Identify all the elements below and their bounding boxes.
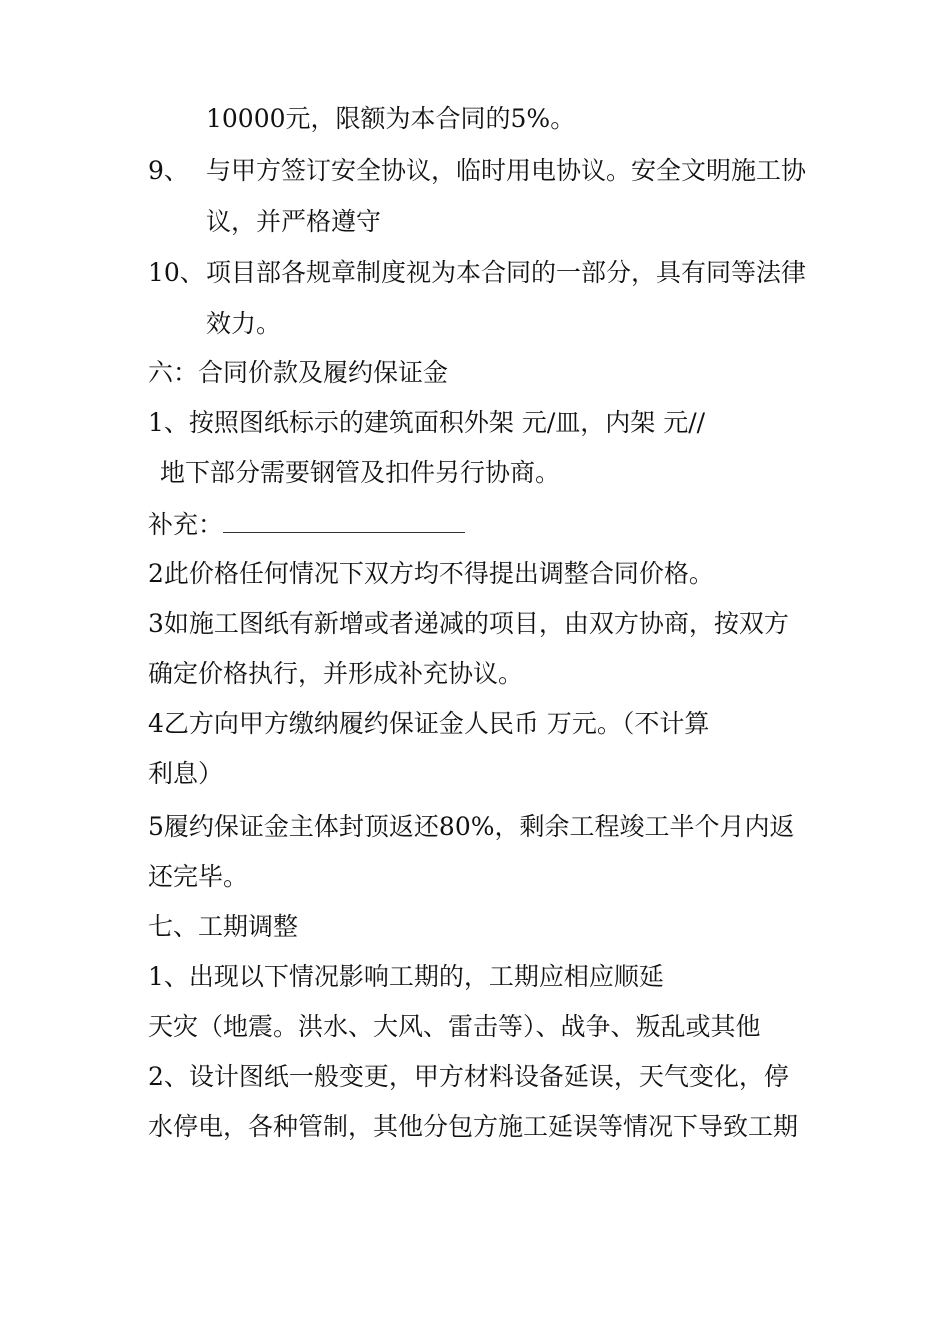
text-line: 1、出现以下情况影响工期的，工期应相应顺延 [148,962,664,991]
text-line: 5履约保证金主体封顶返还80%，剩余工程竣工半个月内返 [148,812,795,841]
text-line: 还完毕。 [148,862,249,891]
text-line: 确定价格执行，并形成补充协议。 [148,659,524,688]
text-line: 4乙方向甲方缴纳履约保证金人民币 万元。（不计算 [148,709,710,738]
text-line: 1、按照图纸标示的建筑面积外架 元/皿，内架 元// [148,408,706,437]
item-text: 项目部各规章制度视为本合同的一部分，具有同等法律 [206,258,807,287]
text-line: 议，并严格遵守 [206,207,382,236]
text-line: 效力。 [206,309,282,338]
text-line: 3如施工图纸有新增或者递减的项目，由双方协商，按双方 [148,609,789,638]
section-heading: 六：合同价款及履约保证金 [148,358,449,387]
section-heading: 七、工期调整 [148,912,299,941]
item-text: 与甲方签订安全协议，临时用电协议。安全文明施工协 [206,156,807,185]
text-line: 天灾（地震。洪水、大风、雷击等）、战争、叛乱或其他 [148,1012,761,1041]
text-line: 2、设计图纸一般变更，甲方材料设备延误，天气变化，停 [148,1062,789,1091]
text-line: 2此价格任何情况下双方均不得提出调整合同价格。 [148,559,714,588]
text-line: 地下部分需要钢管及扣件另行协商。 [160,458,561,487]
list-item-10 [148,258,838,288]
text-line: 水停电，各种管制，其他分包方施工延误等情况下导致工期 [148,1112,799,1141]
item-number: 9、 [148,156,189,185]
list-item-9 [148,156,838,186]
item-number: 10、 [148,258,205,287]
text-line: 利息） [148,759,224,788]
text-line: 10000元，限额为本合同的5%。 [206,104,576,133]
supplement-line [148,508,838,540]
supplement-blank [223,508,465,533]
supplement-label: 补充： [148,510,224,539]
